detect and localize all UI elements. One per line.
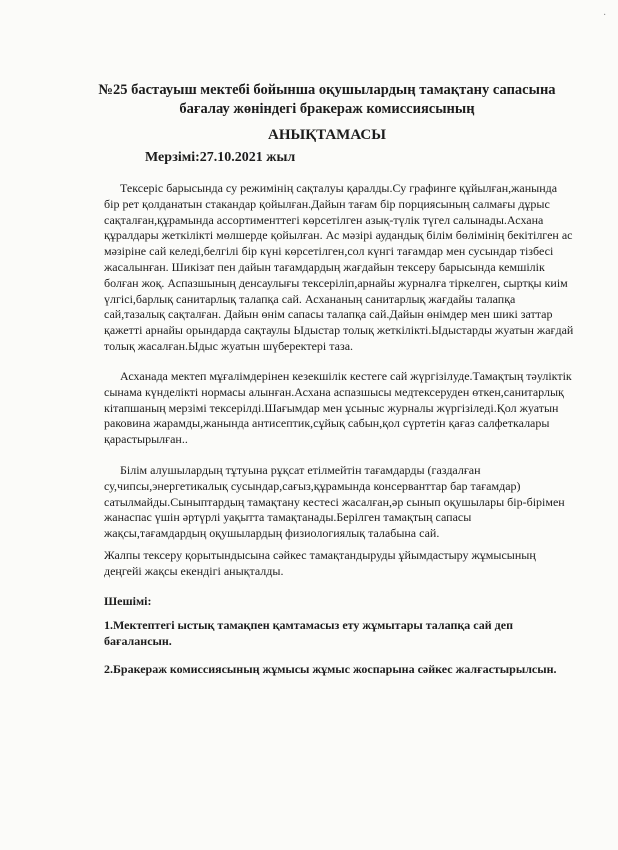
document-heading: АНЫҚТАМАСЫ bbox=[267, 127, 386, 143]
paragraph-products: Білім алушылардың тұтуына рұқсат етілмейтін тағамдарды (газдалған су,чипсы,энергетикалық сусындар,сағыз,құрамында консерванттар бар тағамдар) сатылмайды.Сыныптардың тамақтану кестесі жасалған,әр сынып оқушылары бір-бірімен жанаспас үшін әртүрлі уақытта тамақтанады.Берілген тамақтың сапасы жақсы,тағамдардың оқушылардың физиологиялық талабына сай. bbox=[104, 463, 565, 541]
document-date: Мерзімі:27.10.2021 жыл bbox=[145, 150, 296, 165]
paragraph-duty: Асханада мектеп мұғалімдерінен кезекшілік кестеге сай жүргізілуде.Тамақтың тәуліктік сынама күнделікті нормасы алынған.Асхана аспазшысы медтексеруден өткен,санитарлық кітапшаның мерзімі тексерілді.Шағымдар мен ұсыныс журналы жүргізіледі.Қол жуатын раковина жарамды,жанында антисептик,сұйық сабын,қол сүртетін қағаз салфеткалары қарастырылған.. bbox=[104, 369, 572, 447]
corner-mark: · bbox=[603, 10, 607, 21]
paragraph-inspection: Тексеріс барысында су режимінің сақталуы қаралды.Су графинге құйылған,жанында бір рет қолданатын стакандар қойылған.Дайын тағам бір порциясының салмағы дұрыс сақталған,құрамында ассортименттегі көрсетілген азық-түлік түгел салынады.Асхана құралдары жеткілікті мөлшерде қойылған. Ас мәзірі аудандық білім бөлімінің бекітілген ас мәзіріне сай келеді,белгілі бір күні көрсетілген,сол күнгі тағамдар мен сусындар тізбесі жасалынған. Шикізат пен дайын тағамдардың жағдайын тексеру барысында кемшілік болған жоқ. Аспазшының денсаулығы тексеріліп,арнайы журналға тіркелген, сыртқы киім үлгісі,барлық санитарлық талапқа сай. Асхананың санитарлық жағдайы талапқа сай,тазалық сақталған. Дайын өнім сапасы талапқа сай.Дайын өнімдер мен шикі заттар қажетті арнайы орындарда сақтаулы Ыдыстар толық жеткілікті.Ыдыстарды жуатын жағдай толық жасалған.Ыдыс жуатын шүберектері таза. bbox=[104, 181, 574, 353]
paragraph-conclusion: Жалпы тексеру қорытындысына сәйкес тамақтандыруды ұйымдастыру жұмысының деңгейі жақсы екендігі анықталды. bbox=[104, 548, 536, 578]
document-title: №25 бастауыш мектебі бойынша оқушылардың тамақтану сапасына бағалау жөніндегі бракераж комиссиясының bbox=[98, 82, 556, 117]
decision-item-1: 1.Мектептегі ыстық тамақпен қамтамасыз ету жұмытары талапқа сай деп бағалансын. bbox=[104, 618, 513, 648]
decision-item-2: 2.Бракераж комиссиясының жұмысы жұмыс жоспарына сәйкес жалғастырылсын. bbox=[104, 662, 557, 676]
decision-label: Шешімі: bbox=[104, 594, 152, 608]
